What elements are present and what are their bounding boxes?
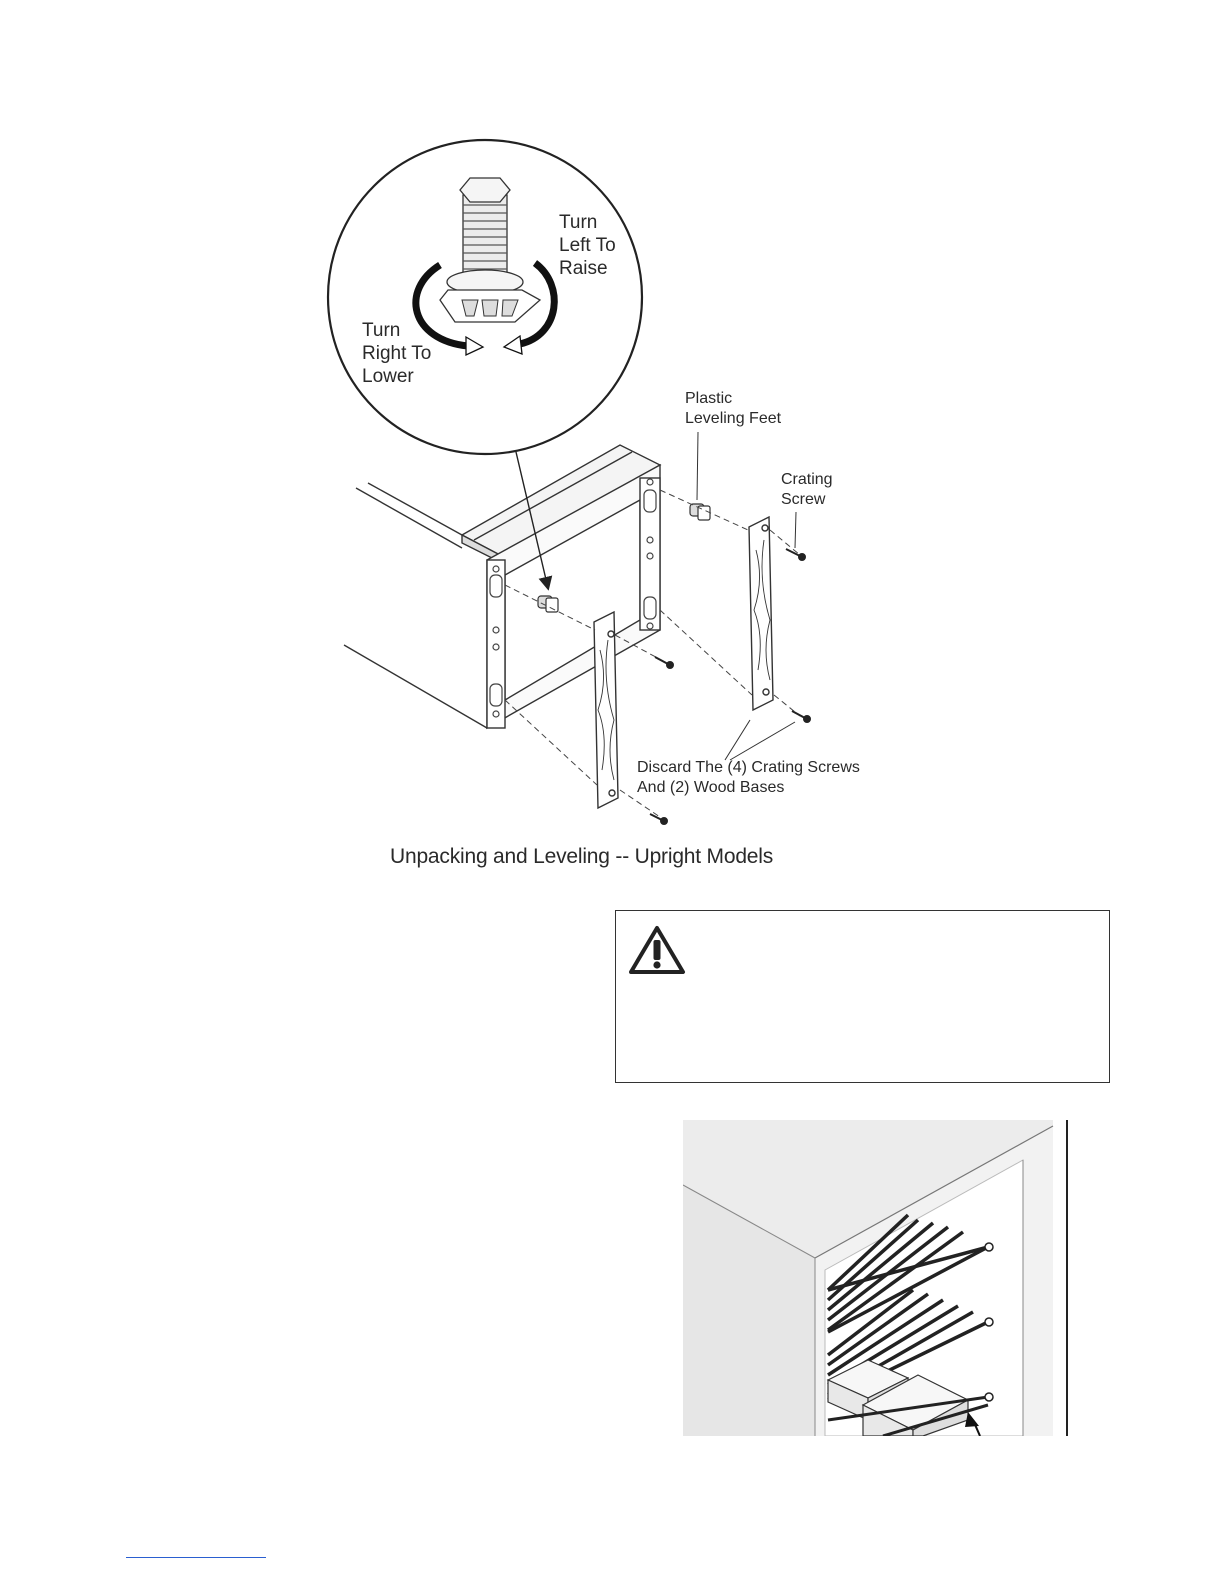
- label-crating-screw: Crating Screw: [781, 471, 833, 508]
- label-plastic-leveling-feet: Plastic Leveling Feet: [685, 390, 782, 427]
- footer-link-underline[interactable]: [126, 1557, 266, 1558]
- magnifier-detail: [328, 140, 642, 454]
- leveling-foot-right: [690, 504, 710, 520]
- callout-turn-left: Turn Left To Raise: [559, 212, 616, 279]
- shelf-illustration: [683, 1120, 1073, 1436]
- wood-base-front: [594, 612, 618, 808]
- callout-turn-right: Turn Right To Lower: [362, 320, 432, 387]
- figure-caption: Unpacking and Leveling -- Upright Models: [390, 845, 774, 868]
- wood-base-back: [749, 517, 773, 710]
- label-discard: Discard The (4) Crating Screws And (2) Wood Bases: [637, 759, 860, 796]
- warning-box: [615, 910, 1110, 1083]
- warning-triangle-icon: [627, 924, 687, 976]
